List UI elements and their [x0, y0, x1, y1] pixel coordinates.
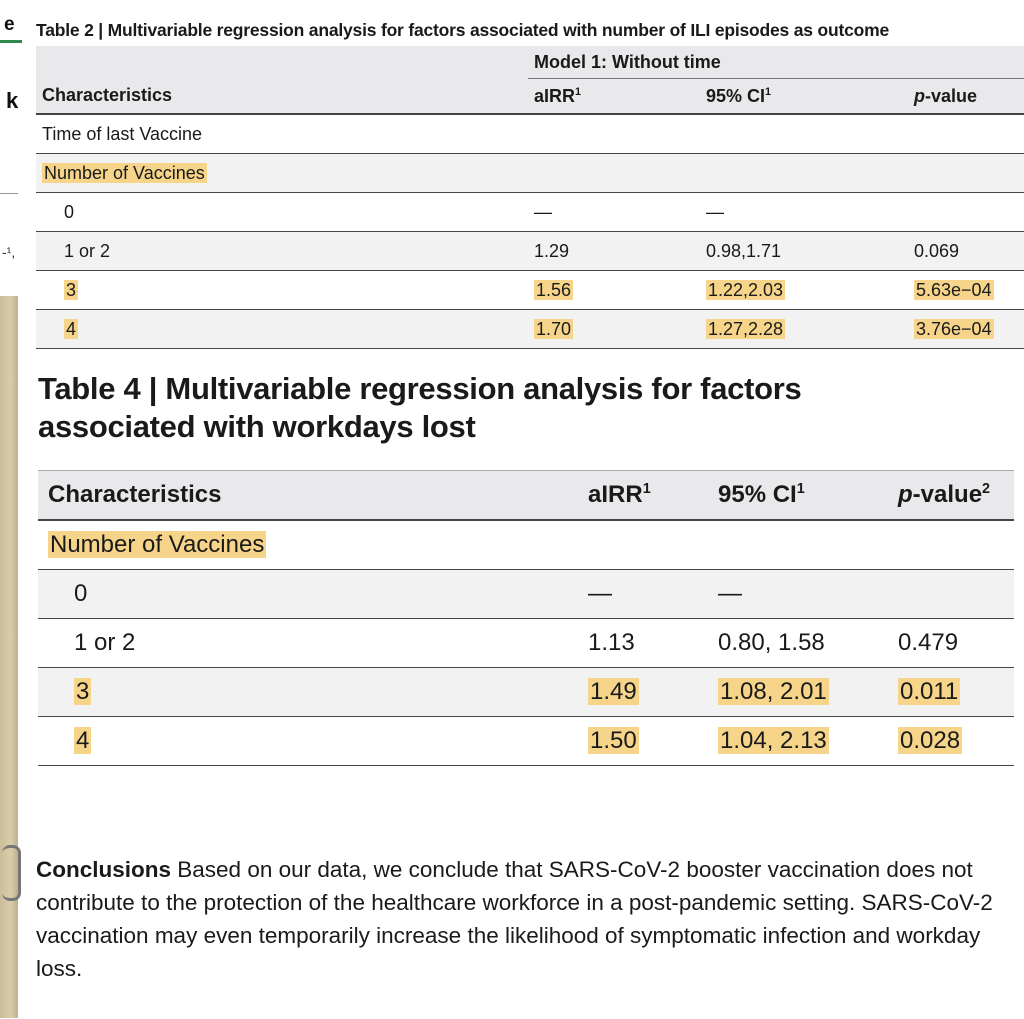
- table4-col-ci: 95% $CI^1$: [708, 471, 888, 521]
- table2-col-pvalue: p-value: [908, 79, 1024, 115]
- cropped-text-fragment: -¹,: [2, 244, 16, 260]
- table-row: 3 1.56 1.22,2.03 5.63e−04: [36, 271, 1024, 310]
- table4-col-pvalue: p-value$^2$: [888, 471, 1014, 521]
- table-row: 0 — —: [38, 570, 1014, 619]
- table2-caption: Table 2 | Multivariable regression analysis for factors associated with number of ILI episodes as outcome: [36, 20, 889, 40]
- cropped-photo-detail: [2, 845, 21, 901]
- table-row: Time of last Vaccine: [36, 114, 1024, 154]
- table4: [38, 470, 1014, 766]
- table-row: 0 — —: [36, 193, 1024, 232]
- table-row: 1 or 2 1.13 0.80, 1.58 0.479: [38, 619, 1014, 668]
- cropped-title-fragment: k: [6, 88, 19, 113]
- table2-col-airr: aIRR$^1$: [528, 79, 700, 115]
- cropped-heading-fragment: e: [4, 14, 15, 35]
- table4-col-characteristics: Characteristics: [38, 471, 578, 521]
- conclusion-lead: Conclusions: [36, 856, 172, 882]
- cropped-photo: [0, 296, 18, 1018]
- table4-caption: Table 4 | Multivariable regression analysis for factors associated with workdays lost: [38, 371, 802, 444]
- table-row: 3 1.49 1.08, 2.01 0.011: [38, 668, 1014, 717]
- green-underline: [0, 40, 22, 43]
- conclusion-paragraph: [36, 853, 1024, 985]
- table-row: 1 or 2 1.29 0.98,1.71 0.069: [36, 232, 1024, 271]
- table-row: 4 1.70 1.27,2.28 3.76e−04: [36, 310, 1024, 349]
- table-row: 4 1.50 1.04, 2.13 0.028: [38, 717, 1014, 766]
- table2: [36, 46, 1024, 349]
- table2-col-characteristics: Characteristics: [36, 79, 528, 115]
- table2-model-header: Model 1: Without time: [528, 46, 1024, 79]
- table-row: Number of Vaccines: [36, 154, 1024, 193]
- cropped-divider: [0, 193, 18, 194]
- table4-col-airr: aIRR$^1$: [578, 471, 708, 521]
- conclusion-text: Based on our data, we conclude that SARS-CoV-2 booster vaccination does not contribute to the protection of the healthcare workforce in a post-pandemic setting. SARS-CoV-2 vaccination may even temporarily increase the likelihood of symptomatic infection and workday loss.: [36, 856, 993, 981]
- table-row: Number of Vaccines: [38, 520, 1014, 570]
- table2-col-ci: 95% $CI^1$: [700, 79, 908, 115]
